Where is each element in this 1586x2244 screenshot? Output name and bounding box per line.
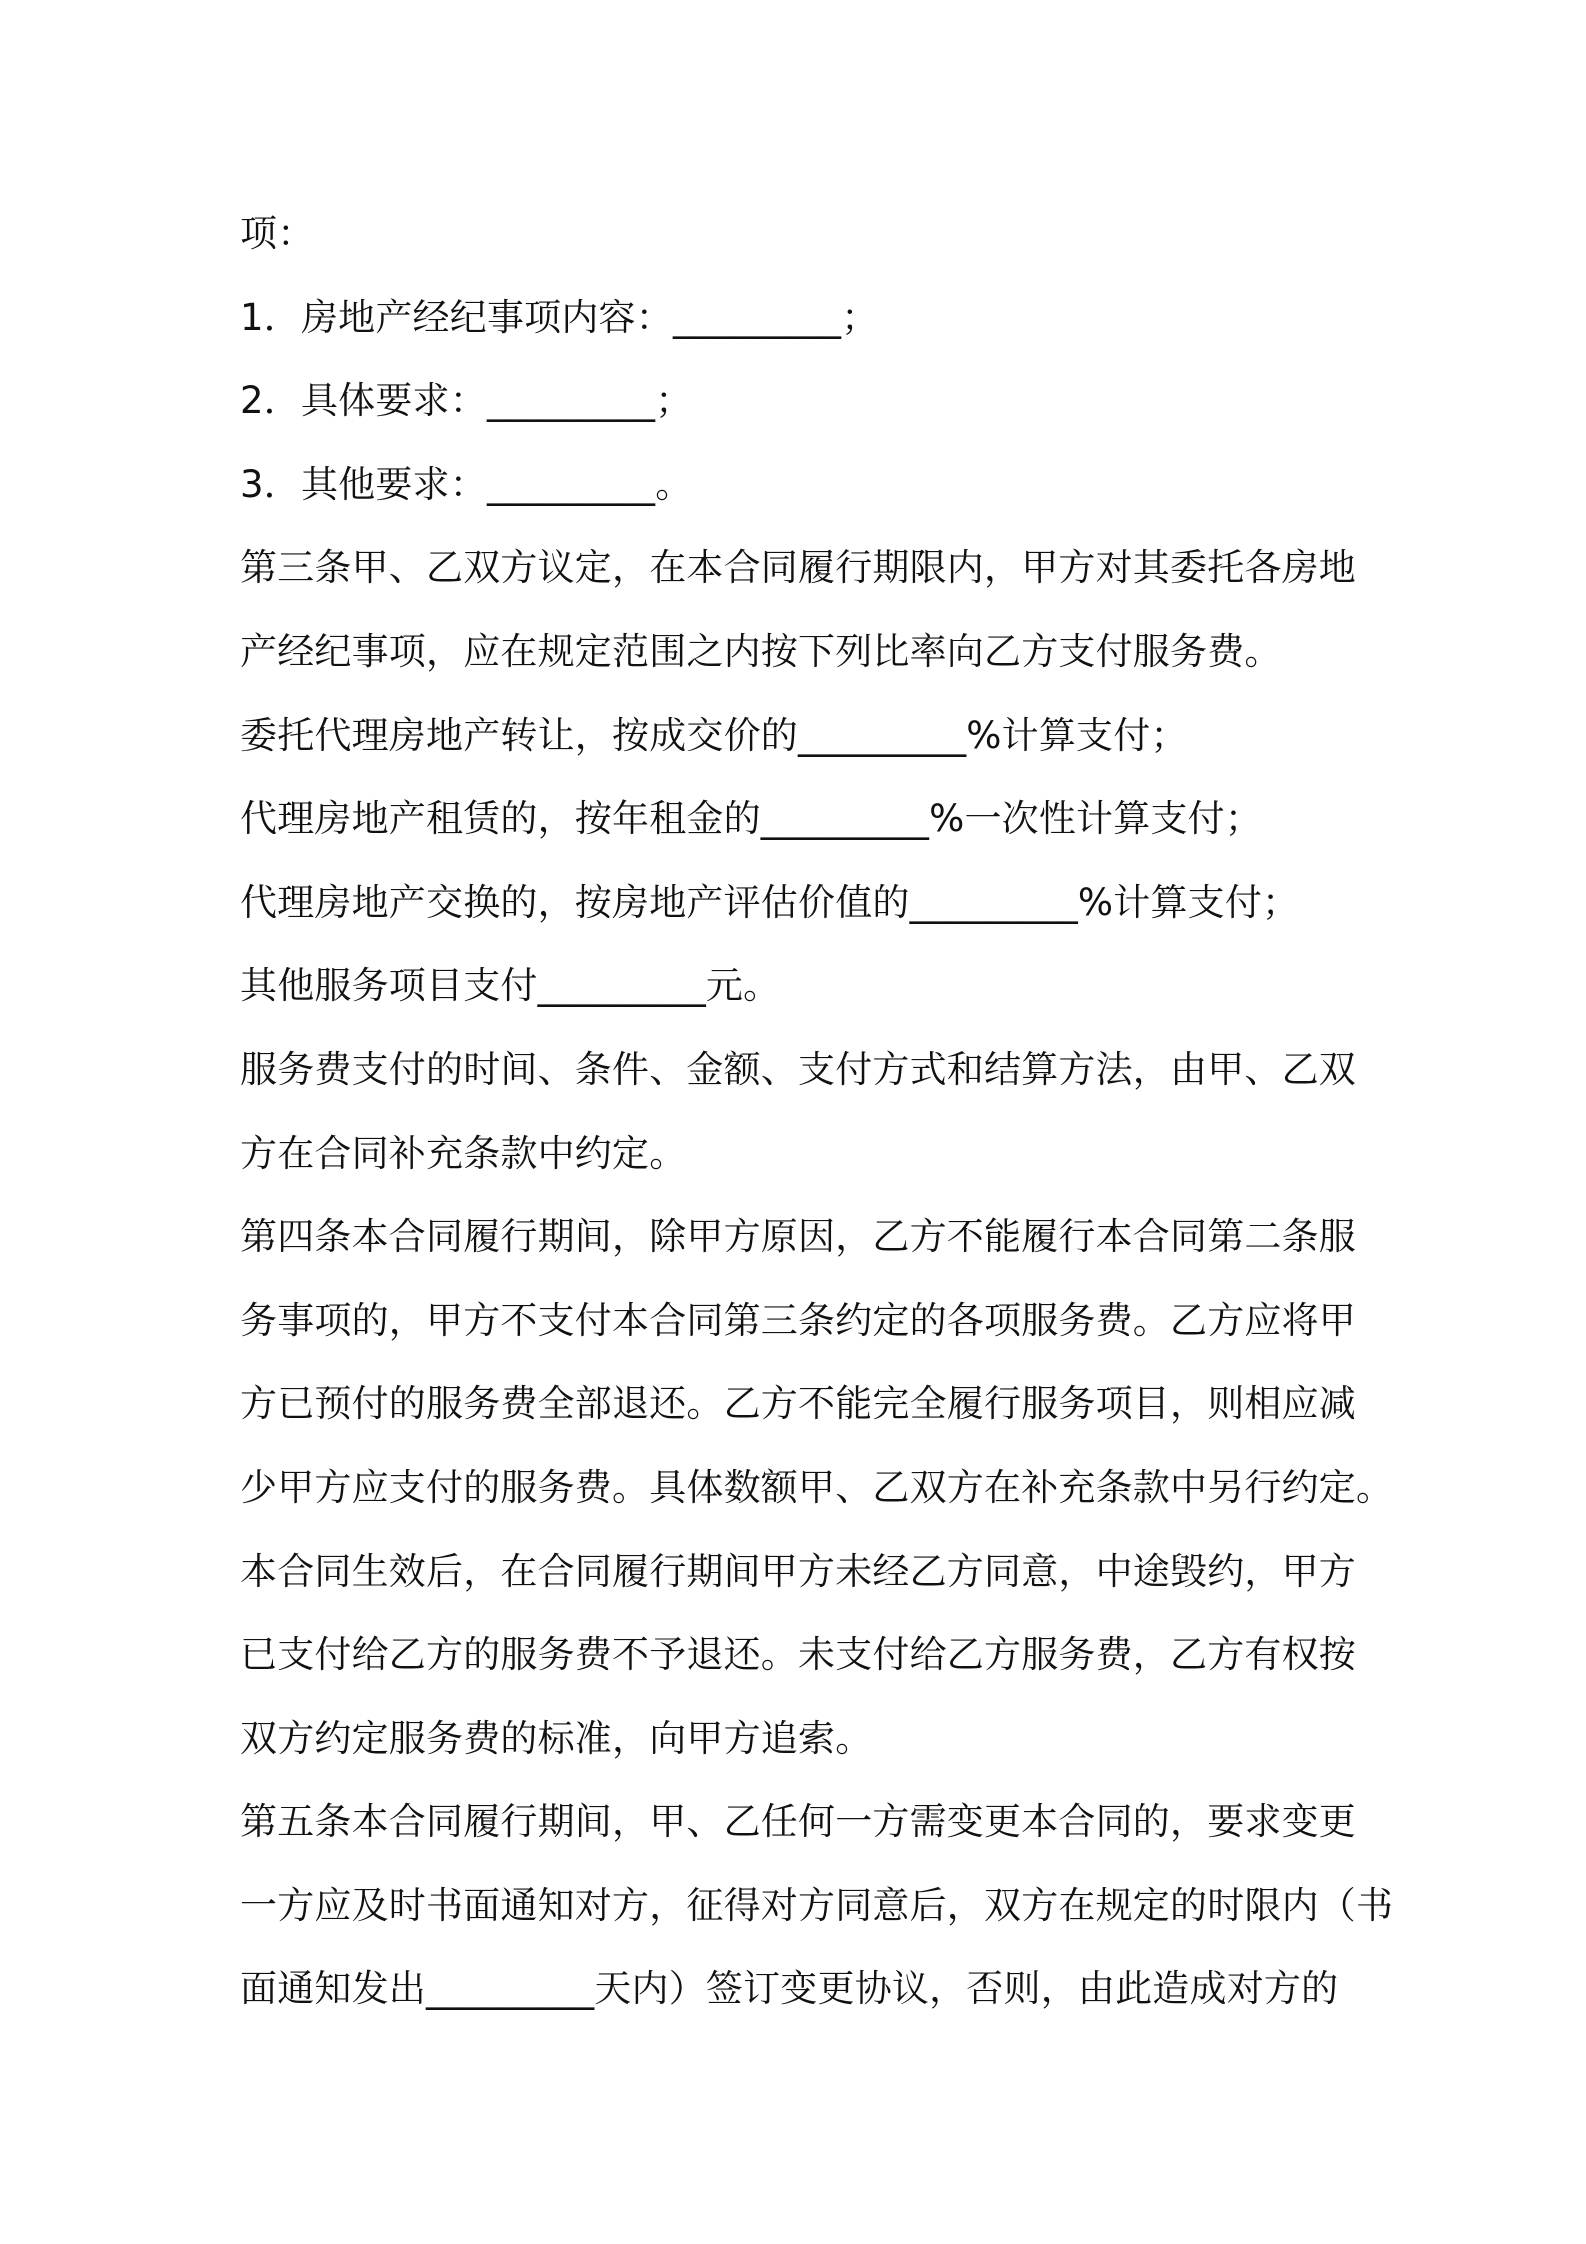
text-line: 第五条本合同履行期间，甲、乙任何一方需变更本合同的，要求变更 [240,1800,1356,1844]
text-line: 委托代理房地产转让，按成交价的_________%计算支付； [240,713,1188,757]
text-line: 本合同生效后，在合同履行期间甲方未经乙方同意，中途毁约，甲方 [240,1549,1356,1593]
text-line: 少甲方应支付的服务费。具体数额甲、乙双方在补充条款中另行约定。 [240,1465,1394,1509]
text-line: 一方应及时书面通知对方，征得对方同意后，双方在规定的时限内（书 [240,1883,1394,1927]
text-line: 代理房地产交换的，按房地产评估价值的_________%计算支付； [240,880,1300,924]
text-line: 第四条本合同履行期间，除甲方原因，乙方不能履行本合同第二条服 [240,1215,1356,1259]
text-line: 项： [240,212,315,255]
text-line: 2．具体要求：_________； [240,379,693,423]
text-line: 方在合同补充条款中约定。 [240,1131,687,1175]
text-line: 已支付给乙方的服务费不予退还。未支付给乙方服务费，乙方有权按 [240,1633,1356,1677]
text-line: 服务费支付的时间、条件、金额、支付方式和结算方法，由甲、乙双 [240,1047,1356,1091]
contract-body-text [240,192,1394,2031]
text-line: 产经纪事项，应在规定范围之内按下列比率向乙方支付服务费。 [240,629,1282,673]
text-line: 双方约定服务费的标准，向甲方追索。 [240,1716,873,1760]
text-line: 面通知发出_________天内）签订变更协议，否则，由此造成对方的 [240,1967,1339,2011]
text-line: 方已预付的服务费全部退还。乙方不能完全履行服务项目，则相应减 [240,1382,1356,1426]
text-line: 代理房地产租赁的，按年租金的_________%一次性计算支付； [240,797,1263,841]
text-line: 1．房地产经纪事项内容：_________； [240,295,879,339]
text-line: 第三条甲、乙双方议定，在本合同履行期限内，甲方对其委托各房地 [240,546,1356,590]
text-line: 3．其他要求：_________。 [240,462,693,506]
text-line: 其他服务项目支付_________元。 [240,964,781,1008]
text-line: 务事项的，甲方不支付本合同第三条约定的各项服务费。乙方应将甲 [240,1298,1356,1342]
